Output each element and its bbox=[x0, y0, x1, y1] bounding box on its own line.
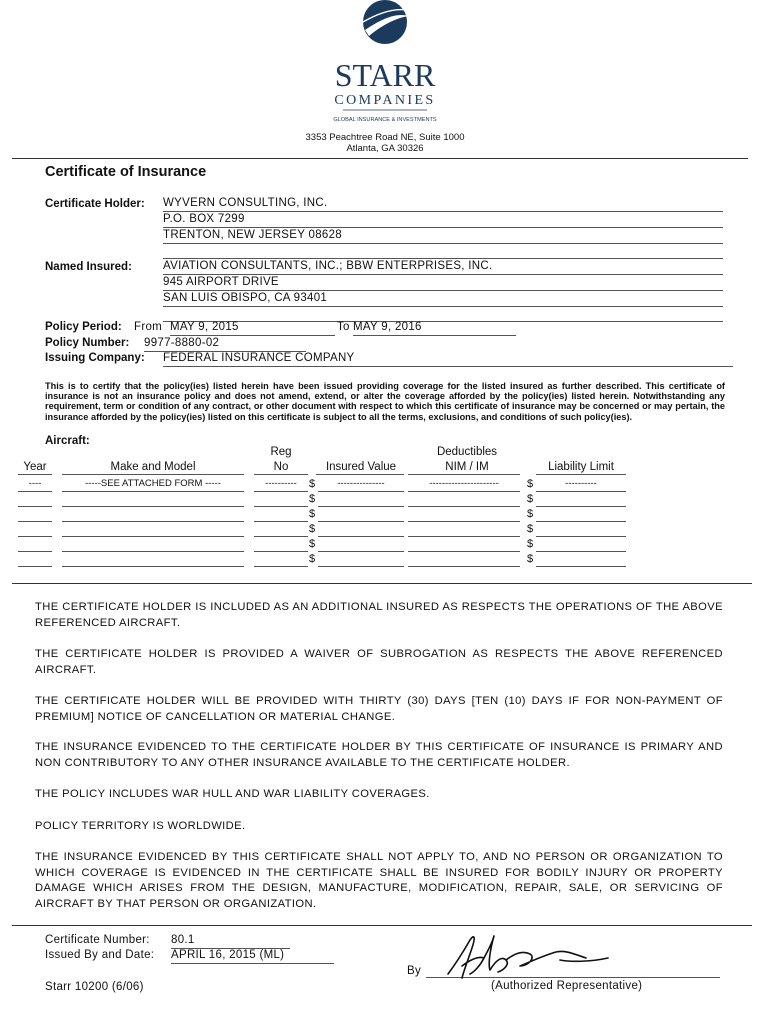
row2-liability bbox=[536, 493, 626, 507]
row6-value-dollar: $ bbox=[309, 553, 316, 565]
holder-line-1: WYVERN CONSULTING, INC. bbox=[163, 197, 723, 212]
row5-liability bbox=[536, 538, 626, 552]
row4-reg bbox=[254, 523, 308, 537]
header-deductibles-top: Deductibles bbox=[436, 446, 498, 458]
header-underline-liability bbox=[536, 474, 626, 475]
holder-line-2: P.O. BOX 7299 bbox=[163, 213, 723, 228]
row1-reg: ---------- bbox=[254, 478, 308, 492]
certification-statement: This is to certify that the policy(ies) listed herein have been issued providing coverage for the listed insured as further described. This certificate of insurance is not an insurance policy and does not amend, extend, or alter the coverage afforded by the policy(ies) listed herein. Notwithstanding any requirement, term or condition of any contract, or other document with respect to which this certificate of insurance may be concerned or may pertain, the insurance afforded by the policy(ies) listed on this certificate is subject to all the terms, exclusions, and conditions of such policy(ies). bbox=[45, 381, 725, 422]
period-to-label: To bbox=[337, 321, 350, 333]
row4-insured-value bbox=[318, 523, 404, 537]
header-underline-deduct bbox=[408, 474, 520, 475]
row5-value-dollar: $ bbox=[309, 538, 316, 550]
holder-line-4 bbox=[163, 245, 723, 259]
clause-additional-insured: THE CERTIFICATE HOLDER IS INCLUDED AS AN ADDITIONAL INSURED AS RESPECTS THE OPERATIONS OF THE ABOVE REFERENCED AIRCRAFT. bbox=[35, 601, 723, 629]
logo-company-sub: COMPANIES bbox=[334, 93, 436, 108]
row6-reg bbox=[254, 553, 308, 567]
row2-insured-value bbox=[318, 493, 404, 507]
header-liability-limit: Liability Limit bbox=[548, 461, 614, 473]
row4-deductibles bbox=[408, 523, 520, 537]
company-address-line1: 3353 Peachtree Road NE, Suite 1000 bbox=[305, 132, 465, 143]
policy-period-label: Policy Period: bbox=[45, 321, 122, 333]
period-to-value: MAY 9, 2016 bbox=[353, 321, 516, 336]
header-underline-value bbox=[316, 474, 404, 475]
starr-logo-mark bbox=[285, 0, 485, 126]
aircraft-label: Aircraft: bbox=[45, 435, 90, 447]
policy-number-label: Policy Number: bbox=[45, 337, 130, 349]
header-reg-top: Reg bbox=[270, 446, 292, 458]
logo-company-name: STARR bbox=[334, 57, 436, 93]
row3-year bbox=[18, 508, 52, 522]
row5-reg bbox=[254, 538, 308, 552]
header-reg-bottom: No bbox=[273, 461, 289, 473]
issued-by-label: Issued By and Date: bbox=[45, 949, 155, 961]
logo-tagline: GLOBAL INSURANCE & INVESTMENTS bbox=[333, 117, 437, 123]
company-logo bbox=[0, 0, 770, 130]
row6-insured-value bbox=[318, 553, 404, 567]
row3-liability bbox=[536, 508, 626, 522]
period-from-value: MAY 9, 2015 bbox=[170, 321, 335, 336]
holder-line-3: TRENTON, NEW JERSEY 08628 bbox=[163, 229, 723, 244]
header-insured-value: Insured Value bbox=[325, 461, 397, 473]
insured-line-3: SAN LUIS OBISPO, CA 93401 bbox=[163, 292, 723, 307]
row1-value-dollar: $ bbox=[309, 478, 316, 490]
clause-war-coverage: THE POLICY INCLUDES WAR HULL AND WAR LIABILITY COVERAGES. bbox=[35, 788, 430, 800]
issued-by-value: APRIL 16, 2015 (ML) bbox=[171, 949, 334, 964]
row2-year bbox=[18, 493, 52, 507]
certificate-number-label: Certificate Number: bbox=[45, 934, 150, 946]
row5-year bbox=[18, 538, 52, 552]
clause-cancellation-notice: THE CERTIFICATE HOLDER WILL BE PROVIDED WITH THIRTY (30) DAYS [TEN (10) DAYS IF FOR NON-PAYMENT OF PREMIUM] NOTICE OF CANCELLATION OR MATERIAL CHANGE. bbox=[35, 695, 723, 723]
header-deductibles-bottom: NIM / IM bbox=[445, 461, 489, 473]
header-underline-make bbox=[62, 474, 244, 475]
row4-value-dollar: $ bbox=[309, 523, 316, 535]
row6-deductibles bbox=[408, 553, 520, 567]
row3-reg bbox=[254, 508, 308, 522]
row2-make-model bbox=[62, 493, 244, 507]
clause-territory: POLICY TERRITORY IS WORLDWIDE. bbox=[35, 820, 246, 832]
row1-year: ---- bbox=[18, 478, 52, 492]
company-address-line2: Atlanta, GA 30326 bbox=[346, 143, 424, 154]
issuing-company-value: FEDERAL INSURANCE COMPANY bbox=[163, 352, 733, 367]
row3-liability-dollar: $ bbox=[527, 508, 534, 520]
certificate-number-value: 80.1 bbox=[171, 934, 290, 949]
form-identifier: Starr 10200 (6/06) bbox=[45, 981, 144, 993]
authorized-signature bbox=[440, 926, 620, 986]
row2-deductibles bbox=[408, 493, 520, 507]
header-year: Year bbox=[23, 461, 47, 473]
row5-insured-value bbox=[318, 538, 404, 552]
certificate-holder-label: Certificate Holder: bbox=[45, 198, 145, 210]
row4-liability-dollar: $ bbox=[527, 523, 534, 535]
header-underline-year bbox=[18, 474, 52, 475]
row2-reg bbox=[254, 493, 308, 507]
row2-liability-dollar: $ bbox=[527, 493, 534, 505]
row6-liability-dollar: $ bbox=[527, 553, 534, 565]
row4-year bbox=[18, 523, 52, 537]
row1-liability-dollar: $ bbox=[527, 478, 534, 490]
row3-deductibles bbox=[408, 508, 520, 522]
issuing-company-label: Issuing Company: bbox=[45, 352, 145, 364]
row5-deductibles bbox=[408, 538, 520, 552]
row4-liability bbox=[536, 523, 626, 537]
aircraft-divider bbox=[12, 583, 752, 584]
row1-liability: ---------- bbox=[536, 478, 626, 492]
policy-number-value: 9977-8880-02 bbox=[144, 337, 306, 352]
by-label: By bbox=[407, 965, 422, 977]
insured-line-4 bbox=[163, 308, 723, 322]
authorized-representative-label: (Authorized Representative) bbox=[491, 980, 643, 992]
insured-line-2: 945 AIRPORT DRIVE bbox=[163, 276, 723, 291]
header-underline-reg bbox=[254, 474, 308, 475]
named-insured-label: Named Insured: bbox=[45, 261, 132, 273]
row3-insured-value bbox=[318, 508, 404, 522]
row1-make-model: -----SEE ATTACHED FORM ----- bbox=[62, 478, 244, 492]
insured-line-1: AVIATION CONSULTANTS, INC.; BBW ENTERPRISES, INC. bbox=[163, 260, 723, 275]
row6-make-model bbox=[62, 553, 244, 567]
certificate-title: Certificate of Insurance bbox=[45, 164, 207, 180]
row6-year bbox=[18, 553, 52, 567]
clause-primary-noncontributory: THE INSURANCE EVIDENCED TO THE CERTIFICATE HOLDER BY THIS CERTIFICATE OF INSURANCE IS PRIMARY AND NON CONTRIBUTORY TO ANY OTHER INSURANCE AVAILABLE TO THE CERTIFICATE HOLDER. bbox=[35, 741, 723, 769]
row3-make-model bbox=[62, 508, 244, 522]
header-make-model: Make and Model bbox=[110, 461, 196, 473]
period-from-label: From bbox=[134, 321, 163, 333]
row5-make-model bbox=[62, 538, 244, 552]
row2-value-dollar: $ bbox=[309, 493, 316, 505]
header-divider bbox=[12, 158, 748, 159]
row5-liability-dollar: $ bbox=[527, 538, 534, 550]
row1-insured-value: --------------- bbox=[318, 478, 404, 492]
clause-exclusion: THE INSURANCE EVIDENCED BY THIS CERTIFICATE SHALL NOT APPLY TO, AND NO PERSON OR ORGANIZATION TO WHICH COVERAGE IS EVIDENCED IN THE CERTIFICATE SHALL BE INSURED FOR BODILY INJURY OR PROPERTY DAMAGE WHICH ARISES FROM THE DESIGN, MANUFACTURE, MODIFICATION, REPAIR, SALE, OR SERVICING OF AIRCRAFT BY THAT PERSON OR ORGANIZATION. bbox=[35, 851, 723, 910]
row6-liability bbox=[536, 553, 626, 567]
row3-value-dollar: $ bbox=[309, 508, 316, 520]
footer-divider bbox=[12, 925, 752, 926]
row4-make-model bbox=[62, 523, 244, 537]
row1-deductibles: ---------------------- bbox=[408, 478, 520, 492]
clause-waiver-subrogation: THE CERTIFICATE HOLDER IS PROVIDED A WAIVER OF SUBROGATION AS RESPECTS THE ABOVE REFERENCED AIRCRAFT. bbox=[35, 648, 723, 676]
